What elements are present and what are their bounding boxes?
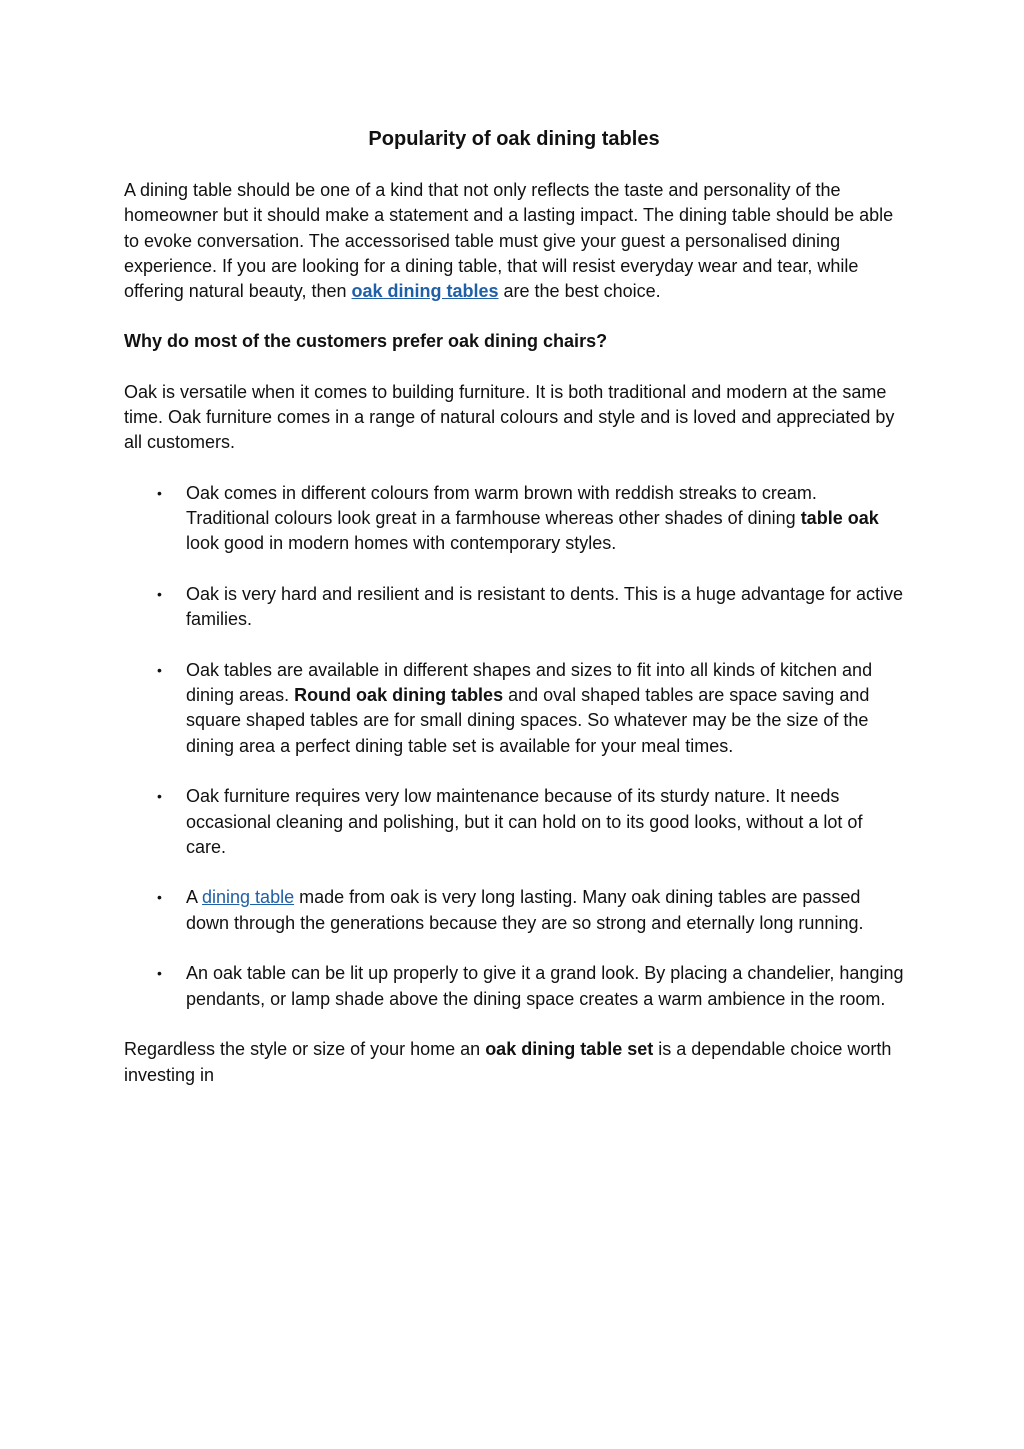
bullet-1-text-end: look good in modern homes with contemporary styles. <box>186 533 617 554</box>
intro-text-start: A dining table should be one of a kind that not only reflects the taste and personality of the homeowner but it should make a statement and a lasting impact. The dining table should be able to evoke conversation. The accessorised table must give your guest a personalised dining experience. If you are looking for a dining table, that will resist everyday wear and tear, while offering natural beauty, then <box>124 180 894 302</box>
list-item <box>124 582 904 633</box>
intro-text-end: are the best choice. <box>498 281 661 302</box>
bullet-1-bold-text: table oak <box>800 507 879 528</box>
oak-versatility-paragraph: Oak is versatile when it comes to building furniture. It is both traditional and modern at the same time. Oak furniture comes in a range of natural colours and style and is loved and appreciated by all customers. <box>124 381 895 453</box>
intro-paragraph <box>124 178 904 304</box>
section-subheading: Why do most of the customers prefer oak dining chairs? <box>124 331 608 352</box>
bullet-1-text-start: Oak comes in different colours from warm brown with reddish streaks to cream. Traditional colours look great in a farmhouse whereas other shades of dining <box>186 482 817 528</box>
bullet-5-text-end: made from oak is very long lasting. Many oak dining tables are passed down through the generations because they are so strong and eternally long running. <box>186 887 864 933</box>
bullet-icon: • <box>157 484 162 501</box>
list-item <box>124 658 904 759</box>
bullet-3-text-start: Oak tables are available in different shapes and sizes to fit into all kinds of kitchen and dining areas. <box>186 659 873 706</box>
bullet-5-text-start: A <box>186 887 203 908</box>
bullet-6-text: An oak table can be lit up properly to give it a grand look. By placing a chandelier, hanging pendants, or lamp shade above the dining space creates a warm ambience in the room. <box>186 963 904 1009</box>
closing-bold-text: oak dining table set <box>485 1039 654 1060</box>
list-item <box>124 481 904 557</box>
closing-text-end: is a dependable choice worth investing in <box>124 1039 892 1085</box>
bullet-4-text: Oak furniture requires very low maintenance because of its sturdy nature. It needs occasional cleaning and polishing, but it can hold on to its good looks, without a lot of care. <box>186 786 863 857</box>
benefits-list <box>124 481 904 1012</box>
document-body <box>124 124 904 1088</box>
list-item <box>124 961 904 1012</box>
bullet-2-text: Oak is very hard and resilient and is resistant to dents. This is a huge advantage for active families. <box>186 583 904 630</box>
bullet-icon: • <box>157 661 162 678</box>
page-title: Popularity of oak dining tables <box>368 128 660 150</box>
oak-dining-tables-link[interactable]: oak dining tables <box>351 281 499 302</box>
bullet-icon: • <box>157 788 162 805</box>
bullet-3-bold-text: Round oak dining tables <box>294 685 504 706</box>
bullet-icon: • <box>157 889 162 906</box>
closing-paragraph <box>124 1037 904 1088</box>
closing-text-start: Regardless the style or size of your home an <box>124 1039 486 1060</box>
list-item <box>124 885 904 936</box>
bullet-3-text-end: and oval shaped tables are space saving and square shaped tables are for small dining spaces. So whatever may be the size of the dining area a perfect dining table set is available for your meal times. <box>186 685 870 756</box>
list-item <box>124 784 904 860</box>
bullet-icon: • <box>157 965 162 982</box>
dining-table-link[interactable]: dining table <box>202 887 295 908</box>
bullet-icon: • <box>157 585 162 602</box>
